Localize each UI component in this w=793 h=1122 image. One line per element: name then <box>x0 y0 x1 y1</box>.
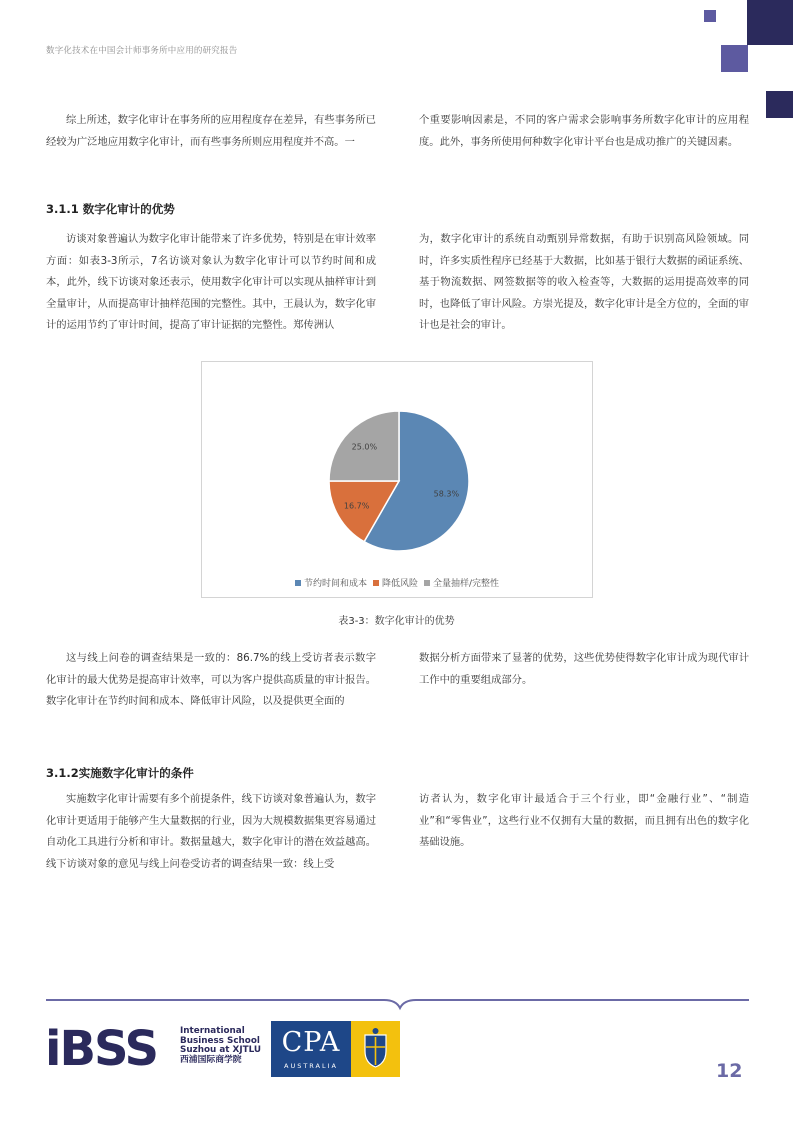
advantages-right-column <box>419 229 749 337</box>
decorative-square <box>747 0 793 45</box>
cpa-australia-logo <box>271 1021 351 1077</box>
ibss-line: Suzhou at XJTLU <box>180 1045 262 1056</box>
cpa-crest <box>351 1021 400 1077</box>
intro-paragraph-left: 综上所述，数字化审计在事务所的应用程度存在差异，有些事务所已经较为广泛地应用数字化审计，而有些事务所则应用程度并不高。一 <box>46 114 376 148</box>
survey-left-column <box>46 648 376 713</box>
ibss-line: 西浦国际商学院 <box>180 1054 242 1065</box>
conditions-left-column <box>46 789 376 875</box>
cpa-logo-text: CPA <box>281 1027 341 1058</box>
legend-label: 降低风险 <box>381 579 418 589</box>
legend-item <box>373 576 418 589</box>
pie-data-label: 16.7% <box>343 501 370 511</box>
decorative-square <box>704 10 716 22</box>
decorative-square <box>721 45 748 72</box>
pie-chart <box>201 361 593 598</box>
intro-right-column <box>419 110 749 153</box>
ibss-line: International <box>180 1026 245 1036</box>
chart-caption: 表3-3：数字化审计的优势 <box>338 616 455 627</box>
intro-left-column <box>46 110 376 153</box>
ibss-logo <box>45 1021 158 1077</box>
intro-paragraph-right: 个重要影响因素是，不同的客户需求会影响事务所数字化审计的应用程度。此外，事务所使用何种数字化审计平台也是成功推广的关键因素。 <box>419 114 749 148</box>
chart-legend <box>202 576 592 589</box>
running-head: 数字化技术在中国会计师事务所中应用的研究报告 <box>46 46 238 56</box>
ibss-logo-text <box>180 1027 261 1065</box>
pie-data-label: 58.3% <box>433 489 460 499</box>
section-heading-312: 3.1.2实施数字化审计的条件 <box>46 766 194 780</box>
conditions-right-column <box>419 789 749 854</box>
conditions-paragraph-left: 实施数字化审计需要有多个前提条件，线下访谈对象普遍认为，数字化审计更适用于能够产生大量数据的行业，因为大规模数据集更容易通过自动化工具进行分析和审计。数据量越大，数字化审计的潜在效益越高。线下访谈对象的意见与线上问卷受访者的调查结果一致：线上受 <box>46 793 376 870</box>
page-number: 12 <box>716 1060 743 1082</box>
legend-swatch <box>373 580 379 586</box>
advantages-paragraph-left: 访谈对象普遍认为数字化审计能带来了许多优势，特别是在审计效率方面：如表3-3所示，7名访谈对象认为数字化审计可以节约时间和成本，此外，线下访谈对象还表示，使用数字化审计可以实现从抽样审计到全量审计，从而提高审计抽样范围的完整性。其中，王晨认为，数字化审计的运用节约了审计时间，提高了审计证据的完整性。郑传洲认 <box>46 233 376 331</box>
survey-right-column <box>419 648 749 691</box>
advantages-paragraph-right: 为，数字化审计的系统自动甄别异常数据，有助于识别高风险领域。同时，许多实质性程序已经基于大数据，比如基于银行大数据的函证系统、基于物流数据、网签数据等的收入检查等，大数据的运用提高效率的同时，也降低了审计风险。方崇光提及，数字化审计是全方位的，全面的审计也是社会的审计。 <box>419 233 749 331</box>
ibss-logo-mark: iBSS <box>45 1021 158 1077</box>
section-heading-311: 3.1.1 数字化审计的优势 <box>46 202 175 216</box>
legend-swatch <box>424 580 430 586</box>
legend-item <box>295 576 367 589</box>
footer-divider <box>46 990 750 1012</box>
crest-icon <box>351 1021 400 1077</box>
conditions-paragraph-right: 访者认为，数字化审计最适合于三个行业，即“金融行业”、“制造业”和“零售业”，这些行业不仅拥有大量的数据，而且拥有出色的数字化基础设施。 <box>419 793 749 848</box>
cpa-logo-subtext: AUSTRALIA <box>284 1062 338 1070</box>
legend-swatch <box>295 580 301 586</box>
survey-paragraph-left: 这与线上问卷的调查结果是一致的：86.7%的线上受访者表示数字化审计的最大优势是提高审计效率，可以为客户提供高质量的审计报告。数字化审计在节约时间和成本、降低审计风险，以及提供更全面的 <box>46 652 376 707</box>
legend-label: 全量抽样/完整性 <box>432 579 500 589</box>
legend-item <box>424 576 499 589</box>
ibss-line: Business School <box>180 1035 260 1046</box>
legend-label: 节约时间和成本 <box>303 579 367 589</box>
decorative-square <box>766 91 793 118</box>
pie-data-label: 25.0% <box>351 442 378 452</box>
advantages-left-column <box>46 229 376 337</box>
pie-chart-svg <box>202 362 594 599</box>
survey-paragraph-right: 数据分析方面带来了显著的优势，这些优势使得数字化审计成为现代审计工作中的重要组成部分。 <box>419 652 749 686</box>
